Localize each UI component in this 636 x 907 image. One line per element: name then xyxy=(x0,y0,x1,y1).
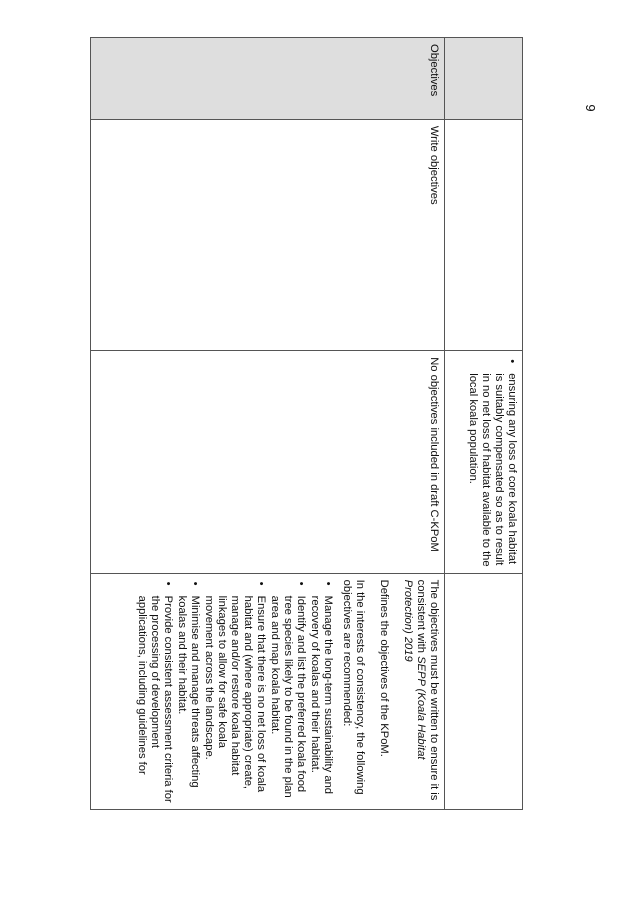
continued-bullet-list xyxy=(466,357,518,566)
guidance-paragraph-3: In the interests of consistency, the following objectives are recommended: xyxy=(341,579,367,795)
table-row-objectives xyxy=(90,37,444,810)
guidance-cell-empty xyxy=(445,574,522,809)
list-item: • Identify and list the preferred koala food tree species likely to be found in the plan area and map koala habitat. xyxy=(268,596,307,803)
assessment-table xyxy=(90,37,523,810)
draft-cell-continued xyxy=(445,351,522,573)
guidance-paragraph-1 xyxy=(401,580,440,803)
draft-status-cell: No objectives included in draft C-KPoM xyxy=(91,351,444,573)
list-item: • Ensure that there is no net loss of koala habitat and (where appropriate) create, manage and/or restore koala habitat linkages to allow for safe koala movement across the landscape. xyxy=(202,596,267,803)
objectives-bullet-list xyxy=(135,580,334,803)
section-cell-empty xyxy=(445,38,522,120)
guidance-paragraph-2: Defines the objectives of the KPoM. xyxy=(378,579,391,757)
task-cell-empty xyxy=(445,120,522,351)
table-row-continued xyxy=(444,37,523,810)
list-item: • Manage the long-term sustainability and recovery of koalas and their habitat. xyxy=(308,596,334,803)
guidance-text: The objectives must be written to ensure it is consistent with xyxy=(415,579,441,801)
task-cell: Write objectives xyxy=(91,120,444,351)
list-item: • ensuring any loss of core koala habitat is suitably compensated so as to result in no net loss of habitat available to the local koala population. xyxy=(466,373,518,566)
list-item: • Provide consistent assessment criteria for the processing of development applications, including guidelines for xyxy=(135,596,174,803)
rotated-table-frame xyxy=(90,37,523,810)
section-cell: Objectives xyxy=(91,38,444,120)
sepp-reference: SEPP (Koala Habitat Protection) 2019 xyxy=(402,579,428,760)
guidance-cell xyxy=(91,574,444,809)
list-item: • Minimise and manage threats affecting koalas and their habitat. xyxy=(175,596,201,803)
page-number: 9 xyxy=(583,104,598,112)
